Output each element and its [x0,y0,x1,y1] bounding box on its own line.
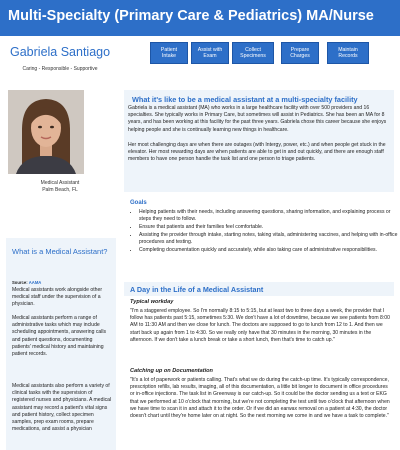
sidebar-paragraph: Medical assistants also perform a variety of clinical tasks with the supervision of registered nurses and physicians. A medical assistant may record a patient's vital signs and patient history, collect specimen samples, prep exam rooms, prepare medications, and assist a physician [12,383,112,433]
nav-button-prepare-charges[interactable]: Prepare Charges [281,42,319,64]
nav-button-assist-with-exam[interactable]: Assist with Exam [191,42,229,64]
sidebar-heading: What is a Medical Assistant? [12,247,108,256]
sidebar-source [12,280,41,285]
list-item: • Ensure that patients and their families feel comfortable. [139,224,400,231]
day-in-life-title: A Day in the Life of a Medical Assistant [130,285,264,294]
sidebar-paragraph: Medical assistants work alongside other medical staff under the supervision of a physician. [12,287,103,308]
list-item: • Assisting the provider through intake, starting notes, taking vitals, administering vaccines, and helping with in-office procedures and testing. [139,232,400,246]
section-heading-typical-workday: Typical workday [130,299,174,305]
nav-button-maintain-records[interactable]: Maintain Records [327,42,369,64]
source-label: Source: [12,280,28,285]
list-item: • Helping patients with their needs, including answering questions, sharing information, and explaining process or steps they need to follow. [139,209,400,223]
intro-title: What it's like to be a medical assistant at a multi-specialty facility [132,95,358,104]
page-title: Multi-Specialty (Primary Care & Pediatrics) MA/Nurse [8,8,374,24]
source-link[interactable]: AAMA [28,280,42,285]
profile-name: Gabriela Santiago [10,45,111,59]
section-text-typical-workday: "I'm a staggered employee. So I'm normally 8:15 to 5:15, but at least two to three days a week, the provider that I follow has patients past 5:15, sometimes 5:30. We don't have a lot of downtime, because we see patients from 8:00 AM to 11:30 AM and then we close for lunch. The doctors are supposed to go to lunch from 12 to 1. And then we start back up again from 1 to 4:30. So we really only have that 30 minutes in the morning, 30 minutes in the afternoon. If we don't take a lunch break or take a short lunch, then that's time to catch up." [130,308,390,343]
sidebar-info-box [6,238,116,450]
profile-tagline: Caring - Responsible - Supportive [22,66,98,72]
intro-paragraph: Gabriela is a medical assistant (MA) who works in a large healthcare facility with over 500 providers and 16 specialties. She typically works in Primary Care, but sometimes will assist in Pediatrics. She has been an MA for 8 years, and has been working at this facility for the past three years. Gabriela chose this career because she enjoys helping people and she is continually learning new things in healthcare. [128,105,387,133]
intro-paragraph: Her most challenging days are when there are outages (with Intergy, power, etc.) and when people get stuck in the elevator. Her most rewarding days are when patients are able to get in and out quickly, and there are enough staff members to have one person handle the task list and one person to triage patients. [128,142,386,163]
nav-button-collect-specimens[interactable]: Collect Specimens [232,42,274,64]
avatar [8,90,84,174]
section-heading-documentation: Catching up on Documentation [130,368,213,374]
page-header [0,0,400,36]
list-item: • Completing documentation quickly and accurately, while also taking care of administrative responsibilities. [139,247,400,254]
profile-location: Palm Beach, FL [42,186,78,193]
section-text-documentation: "It's a lot of paperwork or patients calling. That's what we do during the catch-up time. It's typically correspondence, prescription refills, lab results, imaging, all of this documentation, a little bit longer to document in office procedures or in-office injections. The task list in Greenway is our catch-up. So it could be the doctor sending us a text or EKG that we performed at 10 o'clock that morning, but we're not completing the test until two o'clock that afternoon when we have time to scan it in and attach it to the order. Or if we did an earwax removal on a patient at 4:30, the doctor doesn't chart until they're home later on at night. So the next morning we come in and we have a task to complete." [130,377,390,420]
nav-button-patient-intake[interactable]: Patient Intake [150,42,188,64]
profile-details [0,180,120,194]
goals-list [130,209,400,254]
goals-title: Goals [130,200,147,206]
sidebar-paragraph: Medical assistants perform a range of administrative tasks which may include scheduling appointments, answering calls and patient questions, documenting patients' medical history and maintaining patient records. [12,315,107,358]
avatar-portrait [8,90,84,174]
day-in-life-header [124,282,394,296]
profile-role: Medical Assistant [40,180,80,186]
intro-box [124,90,394,192]
